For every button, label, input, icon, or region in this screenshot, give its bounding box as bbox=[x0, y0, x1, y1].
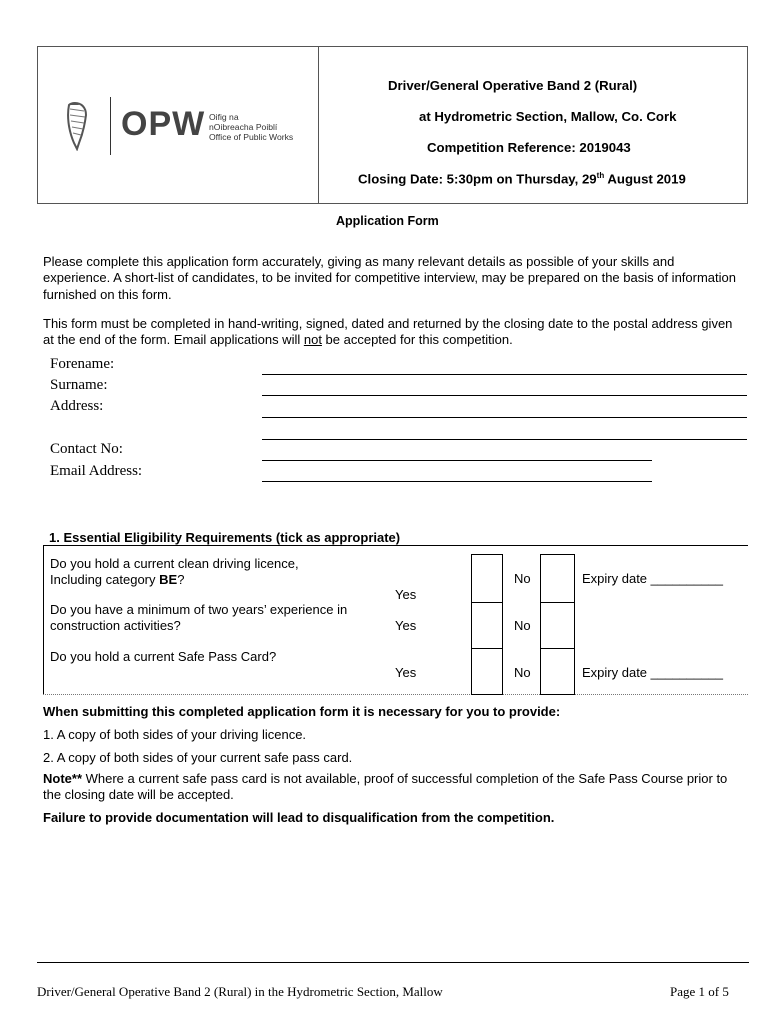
requirement-note bbox=[43, 771, 733, 804]
footer-title: Driver/General Operative Band 2 (Rural) in the Hydrometric Section, Mallow bbox=[37, 984, 443, 999]
address-field-line-1[interactable] bbox=[262, 417, 747, 418]
closing-date-suffix: August 2019 bbox=[604, 171, 686, 187]
question-driving-licence bbox=[50, 556, 299, 589]
requirement-item-1: 1. A copy of both sides of your driving licence. bbox=[43, 727, 307, 742]
requirement-item-2: 2. A copy of both sides of your current safe pass card. bbox=[43, 750, 353, 765]
eligibility-top-rule bbox=[43, 545, 748, 546]
q1-yes-checkbox[interactable] bbox=[471, 554, 503, 603]
intro-p2-before: This form must be completed in hand-writing, signed, dated and returned by the closing date to the postal address given at the end of the form. Email applications will bbox=[43, 316, 733, 348]
contact-no-field[interactable] bbox=[262, 460, 652, 461]
q1-line2-prefix: Including category bbox=[50, 572, 160, 588]
q3-no-label: No bbox=[514, 665, 531, 680]
form-title: Application Form bbox=[336, 214, 439, 228]
q3-yes-checkbox[interactable] bbox=[471, 648, 503, 695]
q1-line2-suffix: ? bbox=[177, 572, 185, 588]
requirements-title: When submitting this completed application form it is necessary for you to provide: bbox=[43, 704, 561, 719]
logo-subtitle-line: Office of Public Works bbox=[209, 132, 294, 142]
q1-line2-bold: BE bbox=[159, 572, 178, 588]
logo-subtitle-line: Oifig na bbox=[209, 112, 239, 122]
surname-label: Surname: bbox=[50, 377, 108, 393]
intro-p2-after: be accepted for this competition. bbox=[321, 332, 513, 348]
harp-icon bbox=[65, 99, 89, 151]
intro-paragraph-1: Please complete this application form accurately, giving as many relevant details as possible of your skills and experience. A short-list of candidates, to be invited for competitive interview, may be prepared on the basis of information furnished on this form. bbox=[43, 254, 736, 302]
q1-no-checkbox[interactable] bbox=[540, 554, 575, 603]
q1-line1: Do you hold a current clean driving licence, bbox=[50, 556, 299, 571]
location: at Hydrometric Section, Mallow, Co. Cork bbox=[419, 109, 677, 124]
disqualification-warning: Failure to provide documentation will lead to disqualification from the competition. bbox=[43, 810, 555, 825]
licence-expiry-date-field[interactable]: Expiry date __________ bbox=[582, 571, 723, 586]
q2-line1: Do you have a minimum of two years’ experience in bbox=[50, 602, 348, 617]
q2-line2: construction activities? bbox=[50, 618, 181, 634]
closing-date-sup: th bbox=[596, 171, 605, 180]
email-field[interactable] bbox=[262, 481, 652, 482]
q3-yes-label: Yes bbox=[395, 665, 417, 680]
eligibility-left-rule bbox=[43, 545, 44, 695]
safe-pass-expiry-date-field[interactable]: Expiry date __________ bbox=[582, 665, 723, 680]
q1-no-label: No bbox=[514, 571, 531, 586]
intro-paragraph-2 bbox=[43, 316, 743, 349]
note-text: Where a current safe pass card is not available, proof of successful completion of the Safe Pass Course prior to the closing date will be accepted. bbox=[43, 771, 728, 803]
logo-brand: OPW bbox=[121, 105, 206, 143]
opw-logo bbox=[65, 95, 305, 157]
page-number: Page 1 of 5 bbox=[670, 984, 729, 999]
address-label: Address: bbox=[50, 398, 104, 414]
q1-yes-label: Yes bbox=[395, 587, 417, 602]
q2-yes-label: Yes bbox=[395, 618, 417, 633]
logo-divider bbox=[110, 97, 111, 155]
forename-label: Forename: bbox=[50, 356, 115, 372]
header-divider bbox=[318, 46, 319, 204]
logo-subtitle bbox=[209, 112, 293, 142]
q2-yes-checkbox[interactable] bbox=[471, 602, 503, 649]
question-construction-experience bbox=[50, 602, 347, 635]
question-safe-pass: Do you hold a current Safe Pass Card? bbox=[50, 649, 277, 664]
note-label: Note** bbox=[43, 771, 83, 786]
q2-no-label: No bbox=[514, 618, 531, 633]
surname-field[interactable] bbox=[262, 395, 747, 396]
eligibility-bottom-rule bbox=[43, 694, 748, 695]
position-title: Driver/General Operative Band 2 (Rural) bbox=[388, 78, 638, 93]
email-label: Email Address: bbox=[50, 463, 143, 479]
q2-no-checkbox[interactable] bbox=[540, 602, 575, 649]
intro-p2-underlined: not bbox=[303, 332, 322, 348]
footer-rule bbox=[37, 962, 749, 963]
competition-reference: Competition Reference: 2019043 bbox=[427, 140, 631, 155]
forename-field[interactable] bbox=[262, 374, 747, 375]
address-field-line-2[interactable] bbox=[262, 439, 747, 440]
closing-date bbox=[358, 171, 686, 186]
q3-no-checkbox[interactable] bbox=[540, 648, 575, 695]
contact-no-label: Contact No: bbox=[50, 441, 123, 457]
closing-date-prefix: Closing Date: 5:30pm on Thursday, 29 bbox=[358, 171, 597, 187]
logo-subtitle-line: nOibreacha Poiblí bbox=[209, 122, 278, 132]
q1-line2 bbox=[50, 572, 299, 588]
eligibility-title: 1. Essential Eligibility Requirements (tick as appropriate) bbox=[49, 530, 401, 545]
